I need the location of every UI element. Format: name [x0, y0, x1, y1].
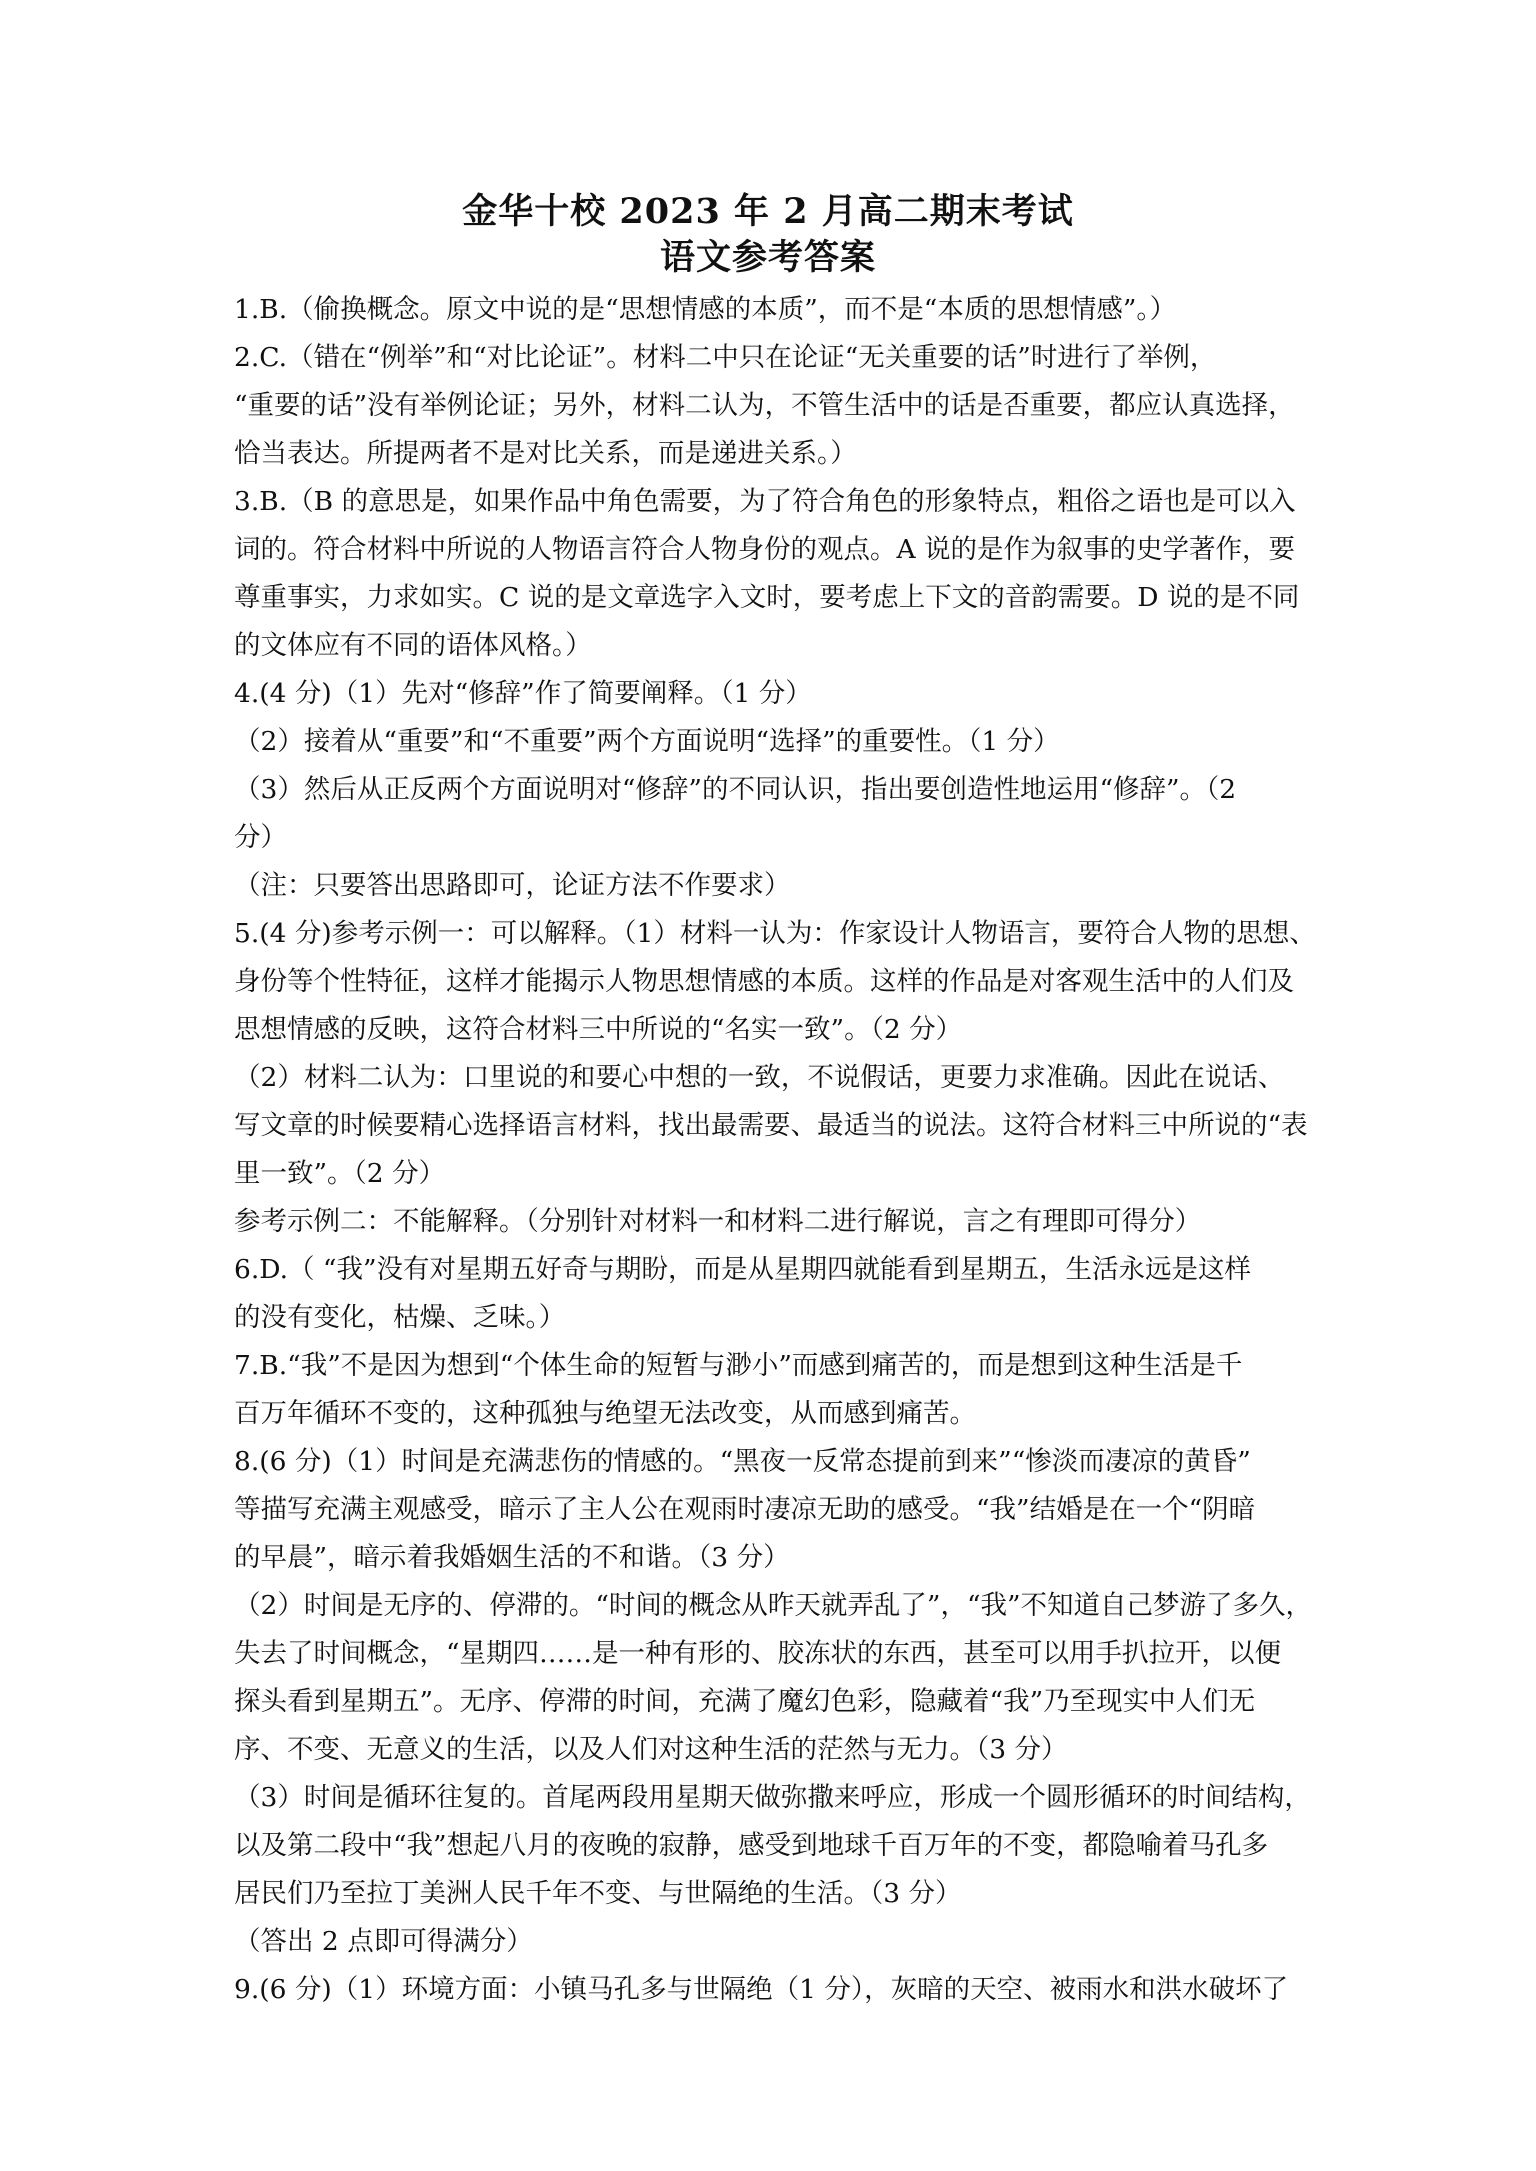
page-title: 金华十校 2023 年 2 月高二期末考试	[462, 191, 1074, 232]
answer-line: 身份等个性特征，这样才能揭示人物思想情感的本质。这样的作品是对客观生活中的人们及	[234, 966, 1294, 997]
answer-line: （注：只要答出思路即可，论证方法不作要求）	[234, 870, 791, 901]
answer-line: 的没有变化，枯燥、乏味。）	[234, 1302, 566, 1333]
answer-line: （2）材料二认为：口里说的和要心中想的一致，不说假话，更要力求准确。因此在说话、	[234, 1062, 1285, 1093]
answer-body	[234, 286, 1318, 2014]
answer-line: 尊重事实，力求如实。C 说的是文章选字入文时，要考虑上下文的音韵需要。D 说的是不同	[234, 582, 1300, 613]
answer-line: “重要的话”没有举例论证；另外，材料二认为，不管生活中的话是否重要，都应认真选择，	[234, 390, 1295, 421]
answer-line: （2）时间是无序的、停滞的。“时间的概念从昨天就弄乱了”，“我”不知道自己梦游了多久，	[234, 1590, 1313, 1621]
answer-line: 思想情感的反映，这符合材料三中所说的“名实一致”。（2 分）	[234, 1014, 963, 1045]
answer-line: 写文章的时候要精心选择语言材料，找出最需要、最适当的说法。这符合材料三中所说的“表	[234, 1110, 1308, 1141]
answer-line: （3）时间是循环往复的。首尾两段用星期天做弥撒来呼应，形成一个圆形循环的时间结构，	[234, 1782, 1311, 1813]
answer-line: （3）然后从正反两个方面说明对“修辞”的不同认识，指出要创造性地运用“修辞”。（2	[234, 774, 1237, 805]
answer-line: 百万年循环不变的，这种孤独与绝望无法改变，从而感到痛苦。	[234, 1398, 976, 1429]
answer-line: （答出 2 点即可得满分）	[234, 1926, 533, 1957]
answer-line: 的早晨”，暗示着我婚姻生活的不和谐。（3 分）	[234, 1542, 790, 1573]
answer-line: 2.C.（错在“例举”和“对比论证”。材料二中只在论证“无关重要的话”时进行了举例，	[234, 342, 1217, 373]
answer-line: 8.(6 分)（1）时间是充满悲伤的情感的。“黑夜一反常态提前到来”“惨淡而凄凉的黄昏”	[234, 1446, 1251, 1477]
answer-line: 7.B.“我”不是因为想到“个体生命的短暂与渺小”而感到痛苦的，而是想到这种生活是千	[234, 1350, 1243, 1381]
answer-line: 词的。符合材料中所说的人物语言符合人物身份的观点。A 说的是作为叙事的史学著作，要	[234, 534, 1296, 565]
answer-line: 1.B.（偷换概念。原文中说的是“思想情感的本质”，而不是“本质的思想情感”。）	[234, 294, 1177, 325]
answer-line: 9.(6 分)（1）环境方面：小镇马孔多与世隔绝（1 分），灰暗的天空、被雨水和洪水破坏了	[234, 1974, 1289, 2005]
answer-line: 恰当表达。所提两者不是对比关系，而是递进关系。）	[234, 438, 857, 469]
answer-line: 等描写充满主观感受，暗示了主人公在观雨时凄凉无助的感受。“我”结婚是在一个“阴暗	[234, 1494, 1256, 1525]
answer-line: 居民们乃至拉丁美洲人民千年不变、与世隔绝的生活。（3 分）	[234, 1878, 962, 1909]
answer-line: 以及第二段中“我”想起八月的夜晚的寂静，感受到地球千百万年的不变，都隐喻着马孔多	[234, 1830, 1269, 1861]
answer-line: 4.(4 分)（1）先对“修辞”作了简要阐释。（1 分）	[234, 678, 812, 709]
answer-line: 6.D.（ “我”没有对星期五好奇与期盼，而是从星期四就能看到星期五，生活永远是这样	[234, 1254, 1252, 1285]
page-subtitle: 语文参考答案	[659, 237, 876, 278]
answer-line: 里一致”。（2 分）	[234, 1158, 446, 1189]
answer-line: 的文体应有不同的语体风格。）	[234, 630, 592, 661]
answer-line: 3.B.（B 的意思是，如果作品中角色需要，为了符合角色的形象特点，粗俗之语也是可以入	[234, 486, 1296, 517]
answer-line: 序、不变、无意义的生活，以及人们对这种生活的茫然与无力。（3 分）	[234, 1734, 1068, 1765]
answer-line: （2）接着从“重要”和“不重要”两个方面说明“选择”的重要性。（1 分）	[234, 726, 1060, 757]
answer-line: 失去了时间概念，“星期四……是一种有形的、胶冻状的东西，甚至可以用手扒拉开，以便	[234, 1638, 1282, 1669]
answer-line: 参考示例二：不能解释。（分别针对材料一和材料二进行解说，言之有理即可得分）	[234, 1206, 1202, 1237]
answer-line: 分）	[234, 822, 287, 853]
answer-line: 5.(4 分)参考示例一：可以解释。（1）材料一认为：作家设计人物语言，要符合人物的思想、	[234, 918, 1316, 949]
answer-line: 探头看到星期五”。无序、停滞的时间，充满了魔幻色彩，隐藏着“我”乃至现实中人们无	[234, 1686, 1256, 1717]
